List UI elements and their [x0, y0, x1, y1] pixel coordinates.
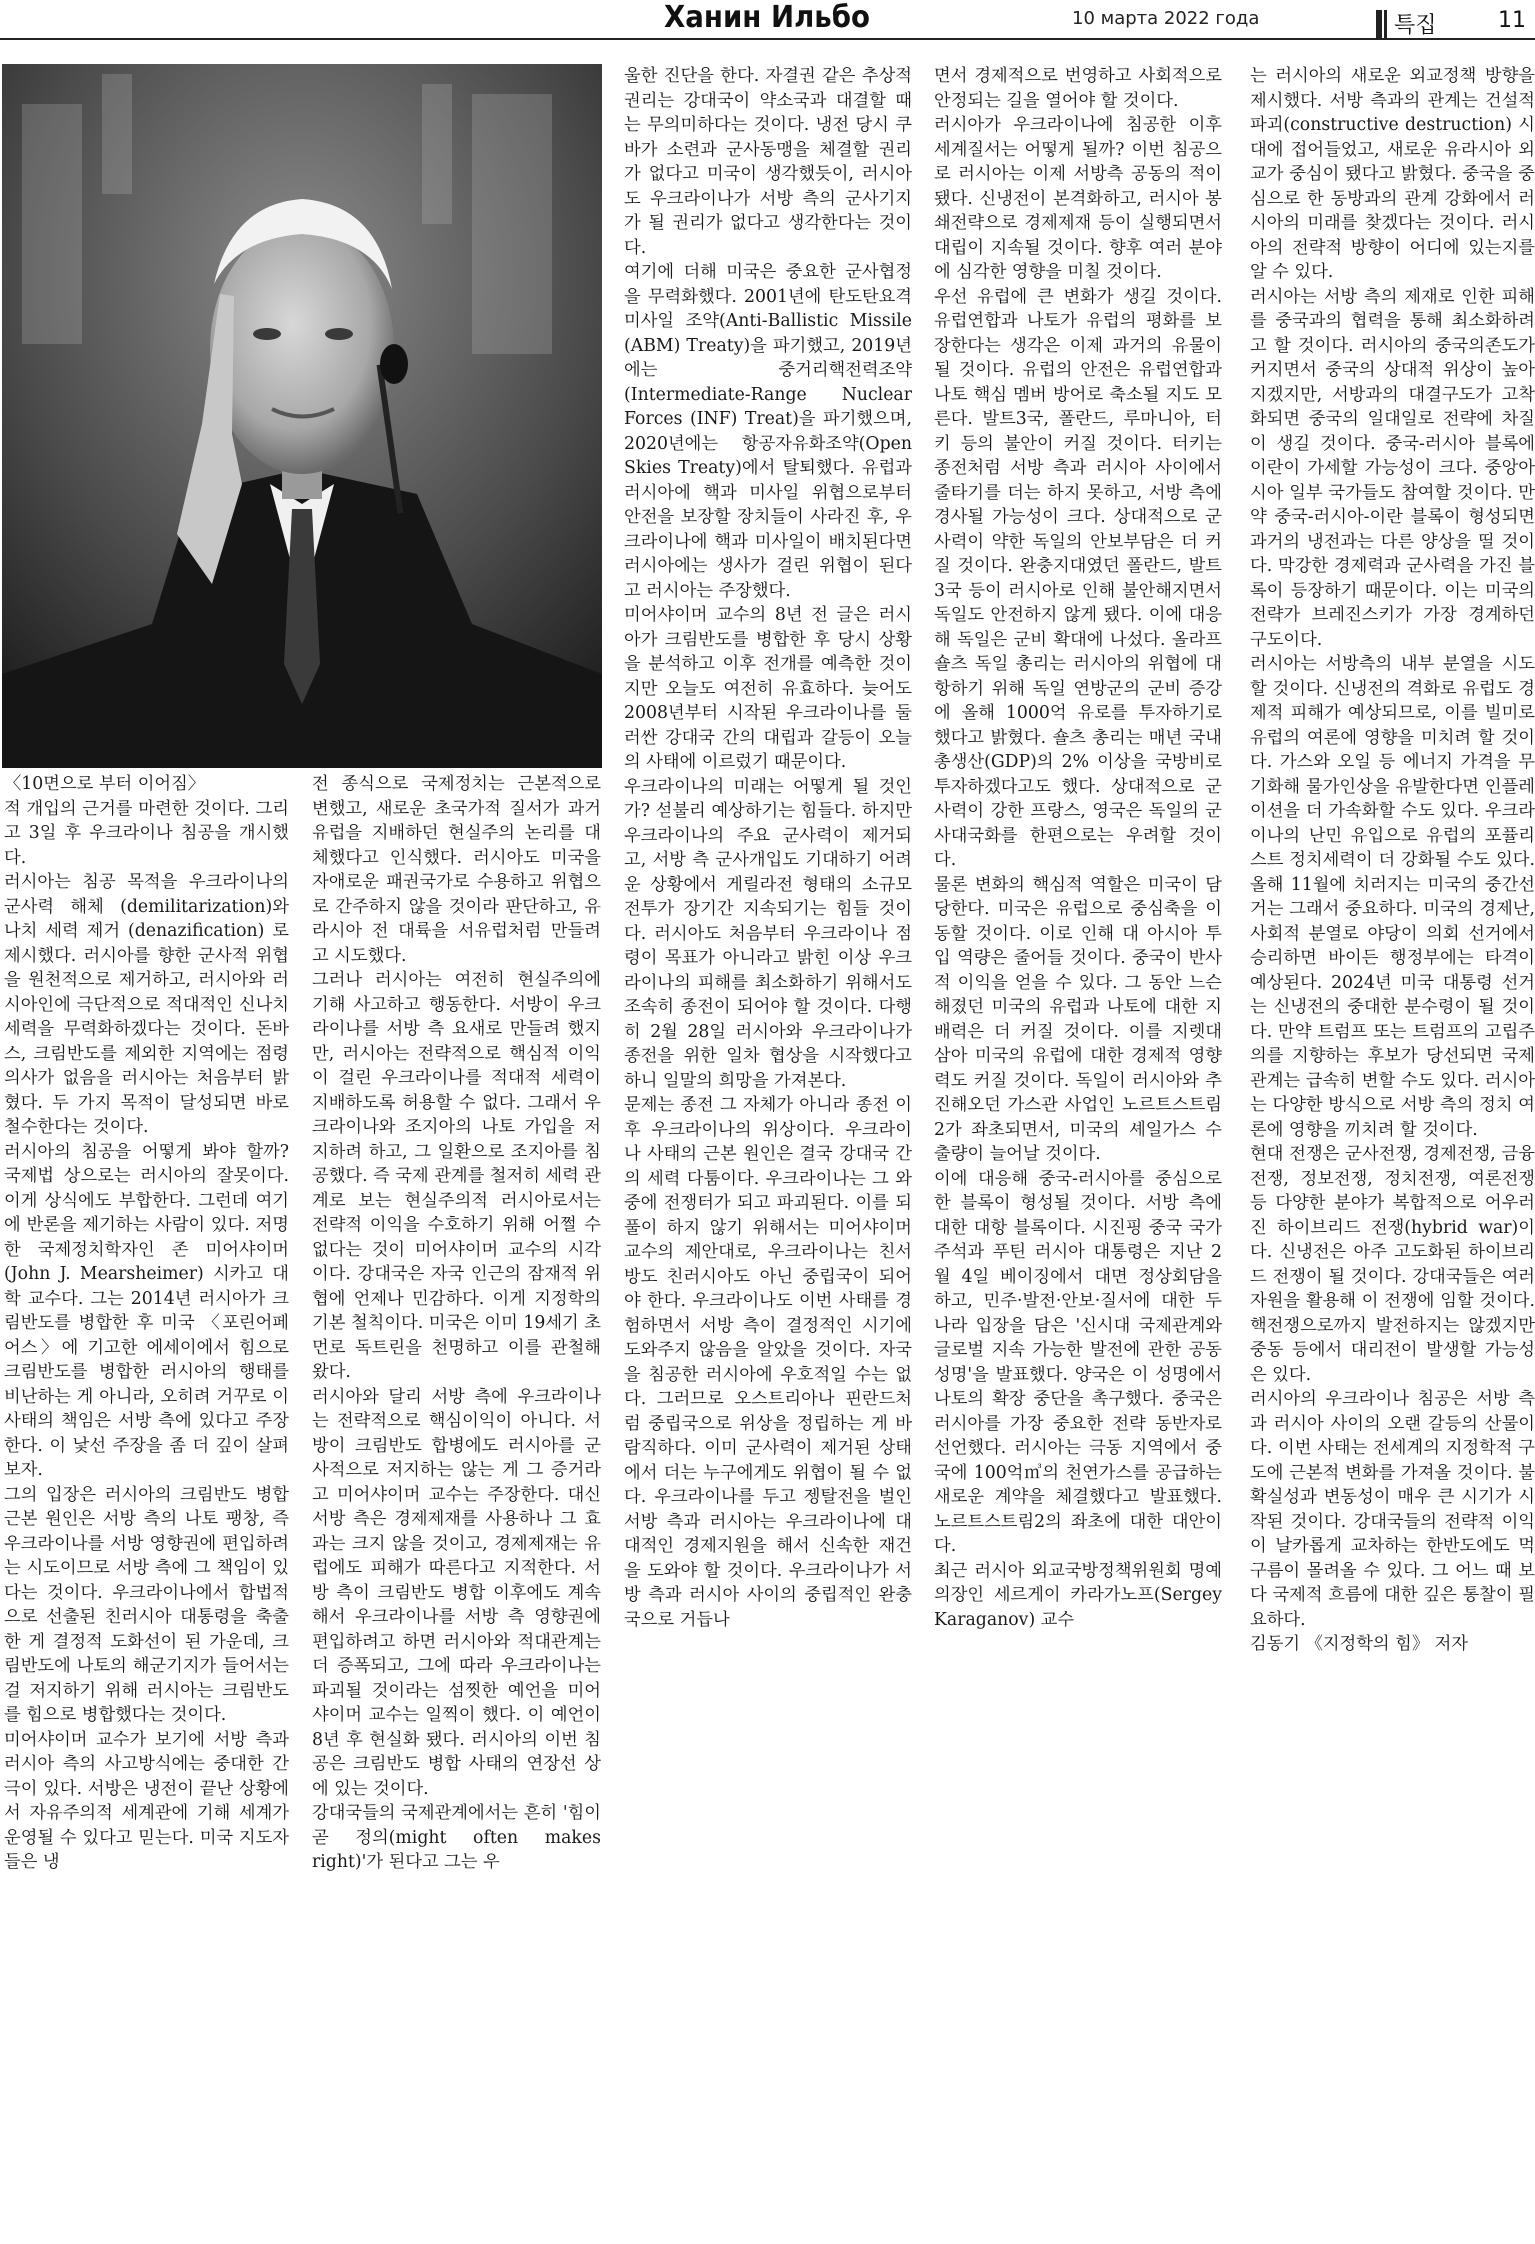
page-number: 11 [1498, 8, 1526, 33]
article-column-4: 면서 경제적으로 번영하고 사회적으로 안정되는 길을 열어야 할 것이다. 러시아가 우크라이나에 침공한 이후 세계질서는 어떻게 될까? 이번 침공으로 러시아는 이제 서방측 공동의 적이 됐다. 신냉전이 본격화하고, 러시아 봉쇄전략으로 경제제재 등이 실행되면서 대립이 지속될 것이다. 향후 여러 분야에 심각한 영향을 미칠 것이다. 우선 유럽에 큰 변화가 생길 것이다. 유럽연합과 나토가 유럽의 평화를 보장한다는 생각은 이제 과거의 유물이 될 것이다. 유럽의 안전은 유럽연합과 나토 핵심 멤버 방어로 축소될 지도 모른다. 발트3국, 폴란드, 루마니아, 터키 등의 불안이 커질 것이다. 터키는 종전처럼 서방 측과 러시아 사이에서 줄타기를 더는 하지 못하고, 서방 측에 경사될 가능성이 크다. 상대적으로 군사력이 약한 독일의 안보부담은 더 커질 것이다. 완충지대였던 폴란드, 발트3국 등이 러시아로 인해 불안해지면서 독일도 안전하지 않게 됐다. 이에 대응해 독일은 군비 확대에 나섰다. 올라프 숄츠 독일 총리는 러시아의 위협에 대항하기 위해 독일 연방군의 군비 증강에 올해 1000억 유로를 투자하기로 했다고 밝혔다. 숄츠 총리는 매년 국내총생산(GDP)의 2% 이상을 국방비로 투자하겠다고도 했다. 상대적으로 군사력이 강한 프랑스, 영국은 독일의 군사대국화를 한편으로는 우려할 것이다. 물론 변화의 핵심적 역할은 미국이 담당한다. 미국은 유럽으로 중심축을 이동할 것이다. 이로 인해 대 아시아 투입 역량은 줄어들 것이다. 중국이 반사적 이익을 얻을 수 있다. 그 동안 느슨해졌던 미국의 유럽과 나토에 대한 지배력은 더 커질 것이다. 이를 지렛대 삼아 미국의 유럽에 대한 경제적 영향력도 커질 것이다. 독일이 러시아와 추진해오던 가스관 사업인 노르트스트림2가 좌초되면서, 미국의 셰일가스 수출량이 늘어날 것이다. 이에 대응해 중국-러시아를 중심으로 한 블록이 형성될 것이다. 서방 측에 대한 대항 블록이다. 시진핑 중국 국가주석과 푸틴 러시아 대통령은 지난 2월 4일 베이징에서 대면 정상회담을 하고, 민주·발전·안보·질서에 대한 두 나라 입장을 담은 '신시대 국제관계와 글로벌 지속 가능한 발전에 관한 공동성명'을 발표했다. 양국은 이 성명에서 나토의 확장 중단을 촉구했다. 중국은 러시아를 가장 중요한 전략 동반자로 선언했다. 러시아는 극동 지역에서 중국에 100억㎥의 천연가스를 공급하는 새로운 계약을 체결했다고 발표했다. 노르트스트림2의 좌초에 대한 대안이다. 최근 러시아 외교국방정책위원회 명예의장인 세르게이 카라가노프(Sergey Karaganov) 교수 [934, 66, 1222, 1630]
section-marker-bar [1376, 10, 1382, 38]
section-name: 특집 [1394, 13, 1437, 38]
article-column-5: 는 러시아의 새로운 외교정책 방향을 제시했다. 서방 측과의 관계는 건설적 파괴(constructive destruction) 시대에 접어들었고, 새로운 유라시아 외교가 중심이 됐다고 밝혔다. 중국을 중심으로 한 동방과의 관계 강화에서 러시아의 미래를 찾겠다는 것이다. 러시아의 전략적 방향이 어디에 있는지를 알 수 있다. 러시아는 서방 측의 제재로 인한 피해를 중국과의 협력을 통해 최소화하려고 할 것이다. 러시아의 중국의존도가 커지면서 중국의 상대적 위상이 높아지겠지만, 서방과의 대결구도가 고착화되면 중국의 일대일로 전략에 차질이 생길 것이다. 중국-러시아 블록에 이란이 가세할 가능성이 크다. 중앙아시아 일부 국가들도 참여할 것이다. 만약 중국-러시아-이란 블록이 형성되면 과거의 냉전과는 다른 양상을 띨 것이다. 막강한 경제력과 군사력을 가진 블록이 등장하기 때문이다. 이는 미국의 전략가 브레진스키가 가장 경계하던 구도이다. 러시아는 서방측의 내부 분열을 시도할 것이다. 신냉전의 격화로 유럽도 경제적 피해가 예상되므로, 이를 빌미로 유럽의 여론에 영향을 미치려 할 것이다. 가스와 오일 등 에너지 가격을 무기화해 물가인상을 유발한다면 인플레이션을 더 가속화할 수도 있다. 우크라이나의 난민 유입으로 유럽의 포퓰리스트 정치세력이 더 강화될 수도 있다. 올해 11월에 치러지는 미국의 중간선거는 그래서 중요하다. 미국의 경제난, 사회적 분열로 야당이 의회 선거에서 승리하면 바이든 행정부에는 타격이 예상된다. 2024년 미국 대통령 선거는 신냉전의 중대한 분수령이 될 것이다. 만약 트럼프 또는 트럼프의 고립주의를 지향하는 후보가 당선되면 국제관계는 급속히 변할 수도 있다. 러시아는 다양한 방식으로 서방 측의 정치 여론에 영향을 끼치려 할 것이다. 현대 전쟁은 군사전쟁, 경제전쟁, 금융전쟁, 정보전쟁, 정치전쟁, 여론전쟁 등 다양한 분야가 복합적으로 어우러진 하이브리드 전쟁(hybrid war)이다. 신냉전은 아주 고도화된 하이브리드 전쟁이 될 것이다. 강대국들은 여러 자원을 활용해 이 전쟁에 임할 것이다. 핵전쟁으로까지 발전하지는 않겠지만 중동 등에서 대리전이 발생할 가능성은 있다. 러시아의 우크라이나 침공은 서방 측과 러시아 사이의 오랜 갈등의 산물이다. 이번 사태는 전세계의 지정학적 구도에 근본적 변화를 가져올 것이다. 불확실성과 변동성이 매우 큰 시기가 시작된 것이다. 강대국들의 전략적 이익이 날카롭게 교차하는 한반도에도 먹구름이 몰려올 수 있다. 그 어느 때 보다 국제적 흐름에 대한 깊은 통찰이 필요하다. 김동기 《지정학의 힘》 저자 [1250, 66, 1535, 1654]
speaker-photo-illustration [2, 64, 602, 768]
page-header [0, 0, 1535, 46]
article-column-2: 전 종식으로 국제정치는 근본적으로 변했고, 새로운 초국가적 질서가 과거 유럽을 지배하던 현실주의 논리를 대체했다고 인식했다. 러시아도 미국을 자애로운 패권국가로 수용하고 위협으로 간주하지 않을 것이라 판단하고, 유라시아 전 대륙을 서유럽처럼 만들려고 시도했다. 그러나 러시아는 여전히 현실주의에 기해 사고하고 행동한다. 서방이 우크라이나를 서방 측 요새로 만들려 했지만, 러시아는 전략적으로 핵심적 이익이 걸린 우크라이나를 적대적 세력이 지배하도록 허용할 수 없다. 그래서 우크라이나와 조지아의 나토 가입을 저지하려 하고, 그 일환으로 조지아를 침공했다. 즉 국제 관계를 철저히 세력 관계로 보는 현실주의적 러시아로서는 전략적 이익을 수호하기 위해 어쩔 수 없다는 것이 미어샤이머 교수의 시각이다. 강대국은 자국 인근의 잠재적 위협에 언제나 민감하다. 이게 지정학의 기본 철칙이다. 미국은 이미 19세기 초 먼로 독트린을 천명하고 이를 관철해왔다. 러시아와 달리 서방 측에 우크라이나는 전략적으로 핵심이익이 아니다. 서방이 크림반도 합병에도 러시아를 군사적으로 저지하는 않는 게 그 증거라고 미어샤이머 교수는 주장한다. 대신 서방 측은 경제제재를 사용하나 그 효과는 크지 않을 것이고, 경제제재는 유럽에도 피해가 따른다고 지적한다. 서방 측이 크림반도 병합 이후에도 계속해서 우크라이나를 서방 측 영향권에 편입하려고 하면 러시아와 적대관계는 더 증폭되고, 그에 따라 우크라이나는 파괴될 것이라는 섬찟한 예언을 미어샤이머 교수는 일찍이 했다. 이 예언이 8년 후 현실화 됐다. 러시아의 이번 침공은 크림반도 병합 사태의 연장선 상에 있는 것이다. 강대국들의 국제관계에서는 흔히 '힘이 곧 정의(might often makes right)'가 된다고 그는 우 [312, 774, 601, 1872]
issue-date: 10 марта 2022 года [1072, 8, 1260, 29]
section-marker-bar-thin [1384, 10, 1387, 38]
newspaper-name: Ханин Ильбо [664, 0, 870, 35]
header-rule [0, 38, 1535, 40]
article-column-1: 〈10면으로 부터 이어짐〉 적 개입의 근거를 마련한 것이다. 그리고 3일 후 우크라이나 침공을 개시했다. 러시아는 침공 목적을 우크라이나의 군사력 해체 (demilitarization)와 나치 세력 제거 (denazification) 로 제시했다. 러시아를 향한 군사적 위협을 원천적으로 제거하고, 러시아와 러시아인에 극단적으로 적대적인 신나치 세력을 무력화하겠다는 것이다. 돈바스, 크림반도를 제외한 지역에는 점령의사가 없음을 러시아는 처음부터 밝혔다. 두 가지 목적이 달성되면 바로 철수한다는 것이다. 러시아의 침공을 어떻게 봐야 할까? 국제법 상으로는 러시아의 잘못이다. 이게 상식에도 부합한다. 그런데 여기에 반론을 제기하는 사람이 있다. 저명한 국제정치학자인 존 미어샤이머(John J. Mearsheimer) 시카고 대학 교수다. 그는 2014년 러시아가 크림반도를 병합한 후 미국 〈포린어페어스〉에 기고한 에세이에서 힘으로 크림반도를 병합한 러시아의 행태를 비난하는 게 아니라, 오히려 거꾸로 이 사태의 책임은 서방 측에 있다고 주장한다. 이 낯선 주장을 좀 더 깊이 살펴보자. 그의 입장은 러시아의 크림반도 병합 근본 원인은 서방 측의 나토 팽창, 즉 우크라이나를 서방 영향권에 편입하려는 시도이므로 서방 측에 그 책임이 있다는 것이다. 우크라이나에서 합법적으로 선출된 친러시아 대통령을 축출한 게 결정적 도화선이 된 가운데, 크림반도에 나토의 해군기지가 들어서는 걸 저지하기 위해 러시아는 크림반도를 힘으로 병합했다는 것이다. 미어샤이머 교수가 보기에 서방 측과 러시아 측의 사고방식에는 중대한 간극이 있다. 서방은 냉전이 끝난 상황에서 자유주의적 세계관에 기해 세계가 운영될 수 있다고 믿는다. 미국 지도자들은 냉 [4, 774, 289, 1872]
article-photo [2, 64, 602, 768]
article-column-3: 울한 진단을 한다. 자결권 같은 추상적 권리는 강대국이 약소국과 대결할 때는 무의미하다는 것이다. 냉전 당시 쿠바가 소련과 군사동맹을 체결할 권리가 없다고 미국이 생각했듯이, 러시아도 우크라이나가 서방 측의 군사기지가 될 권리가 없다고 생각한다는 것이다. 여기에 더해 미국은 중요한 군사협정을 무력화했다. 2001년에 탄도탄요격미사일 조약(Anti-Ballistic Missile (ABM) Treaty)을 파기했고, 2019년에는 중거리핵전력조약(Intermediate-Range Nuclear Forces (INF) Treat)을 파기했으며, 2020년에는 항공자유화조약(Open Skies Treaty)에서 탈퇴했다. 유럽과 러시아에 핵과 미사일 위협으로부터 안전을 보장할 장치들이 사라진 후, 우크라이나에 핵과 미사일이 배치된다면 러시아에는 생사가 걸린 위협이 된다고 러시아는 주장했다. 미어샤이머 교수의 8년 전 글은 러시아가 크림반도를 병합한 후 당시 상황을 분석하고 이후 전개를 예측한 것이지만 오늘도 여전히 유효하다. 늦어도 2008년부터 시작된 우크라이나를 둘러싼 강대국 간의 대립과 갈등이 오늘의 사태에 이르렀기 때문이다. 우크라이나의 미래는 어떻게 될 것인가? 섣불리 예상하기는 힘들다. 하지만 우크라이나의 주요 군사력이 제거되고, 서방 측 군사개입도 기대하기 어려운 상황에서 게릴라전 형태의 소규모 전투가 장기간 지속되기는 힘들 것이다. 러시아도 처음부터 우크라이나 점령이 목표가 아니라고 밝힌 이상 우크라이나의 피해를 최소화하기 위해서도 조속히 종전이 되어야 할 것이다. 다행히 2월 28일 러시아와 우크라이나가 종전을 위한 일차 협상을 시작했다고 하니 일말의 희망을 가져본다. 문제는 종전 그 자체가 아니라 종전 이후 우크라이나의 위상이다. 우크라이나 사태의 근본 원인은 결국 강대국 간의 세력 다툼이다. 우크라이나는 그 와중에 전쟁터가 되고 파괴된다. 이를 되풀이 하지 않기 위해서는 미어샤이머 교수의 제안대로, 우크라이나는 친서방도 친러시아도 아닌 중립국이 되어야 한다. 우크라이나도 이번 사태를 경험하면서 서방 측이 결정적인 시기에 도와주지 않음을 알았을 것이다. 자국을 침공한 러시아에 우호적일 수는 없다. 그러므로 오스트리아나 핀란드처럼 중립국으로 위상을 정립하는 게 바람직하다. 이미 군사력이 제거된 상태에서 더는 누구에게도 위협이 될 수 없다. 우크라이나를 두고 젱탈전을 벌인 서방 측과 러시아는 우크라이나에 대대적인 경제지원을 해서 신속한 재건을 도와야 할 것이다. 우크라이나가 서방 측과 러시아 사이의 중립적인 완충국으로 거듭나 [624, 66, 912, 1630]
